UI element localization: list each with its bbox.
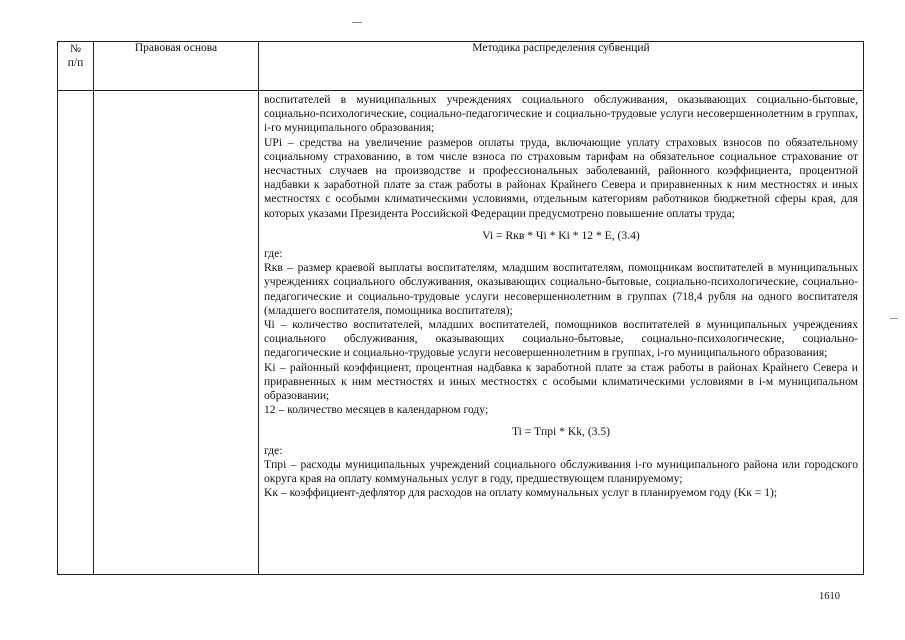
paragraph-months-definition: 12 – количество месяцев в календарном году; <box>264 403 489 417</box>
scan-mark-top <box>352 22 362 23</box>
header-number-cell <box>58 42 94 91</box>
table-body-row <box>58 91 864 575</box>
header-number-symbol: № <box>70 43 81 55</box>
page-number: 1610 <box>819 591 840 602</box>
paragraph-kk-definition: Kк – коэффициент-дефлятор для расходов на оплату коммунальных услуг в планируемом году (Kк = 1); <box>264 486 778 500</box>
body-legal-basis-cell <box>94 91 259 575</box>
paragraph-tpri-definition: Tпрi – расходы муниципальных учреждений социального обслуживания i-го муниципального района или городского округа края на оплату коммунальных услуг в году, предшествующем планируемому; <box>264 457 858 486</box>
header-number-abbrev: п/п <box>67 57 84 69</box>
body-methodology-cell <box>259 91 864 575</box>
formula-3-4: Vi = Rкв * Чi * Ki * 12 * E, (3.4) <box>482 228 640 242</box>
paragraph-educators-continued: воспитателей в муниципальных учреждениях социального обслуживания, оказывающих социально-бытовые, социально-психологические, социально-педагогические и социально-трудовые услуги несовершеннолетним в группах, i-го муниципального образования; <box>264 93 858 135</box>
table-header-row <box>58 42 864 91</box>
body-number-cell <box>58 91 94 575</box>
paragraph-chi-definition: Чi – количество воспитателей, младших воспитателей, помощников воспитателей в муниципальных учреждениях социального обслуживания, оказывающих социально-бытовые, социально-психологические, социально-педагогические и социально-трудовые услуги несовершеннолетним в группах, i-го муниципального образования; <box>264 318 858 360</box>
where-label-2: где: <box>264 443 283 457</box>
header-methodology: Методика распределения субвенций <box>259 42 864 91</box>
formula-3-5: Ti = Tпрi * Kk, (3.5) <box>511 425 611 439</box>
paragraph-ki-definition: Ki – районный коэффициент, процентная надбавка к заработной плате за стаж работы в районах Крайнего Севера и приравненных к ним местностях и иных местностях с особыми климатическими условиями в i-м муниципальном образовании; <box>264 360 858 403</box>
paragraph-rkv-definition: Rкв – размер краевой выплаты воспитателям, младшим воспитателям, помощникам воспитателей в муниципальных учреждениях социального обслуживания, оказывающих социально-бытовые, социально-психологические, социально-педагогические и социально-трудовые услуги несовершеннолетним в группах (718,4 рубля на одного воспитателя (младшего воспитателя, помощника воспитателя); <box>264 261 858 317</box>
where-label-1: где: <box>264 247 283 261</box>
subvention-table <box>57 41 864 575</box>
paragraph-upi-definition: UPi – средства на увеличение размеров оплаты труда, включающие уплату страховых взносов по обязательному социальному страхованию, в том числе взноса по страховым тарифам на обязательное социальное страхование от несчастных случаев на производстве и профессиональных заболеваний, районного коэффициента, процентной надбавки к заработной плате за стаж работы в районах Крайнего Севера и приравненных к ним местностях и иных местностях с особыми климатическими условиями, отдельным категориям работников бюджетной сферы края, для которых указами Президента Российской Федерации предусмотрено повышение оплаты труда; <box>264 135 858 220</box>
header-legal-basis: Правовая основа <box>94 42 259 91</box>
scan-mark-side <box>890 318 898 319</box>
